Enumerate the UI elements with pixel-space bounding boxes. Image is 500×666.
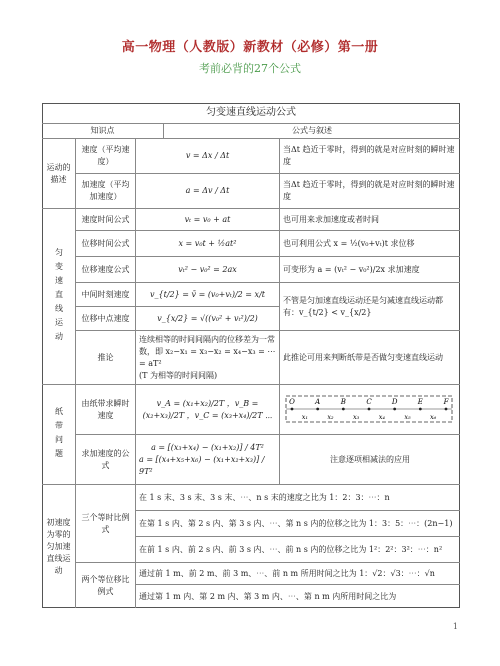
tape-segment-label: x₃ xyxy=(353,412,360,421)
tape-accel-note: 注意逐项相减法的应用 xyxy=(280,435,460,485)
tape-accel-label: 求加速度的公式 xyxy=(76,435,136,485)
uniform-row-label: 中间时刻速度 xyxy=(76,283,136,307)
tape-instant-formula: v_A = (x₁+x₂)/2T ，v_B = (x₂+x₃)/2T ，v_C = (x₃+x₄)/2T ⋯ xyxy=(136,385,280,435)
tape-point xyxy=(291,407,294,410)
uniform-row-formula: v_{x/2} = √((v₀² + vₜ²)/2) xyxy=(136,307,280,331)
velocity-note: 当Δt 趋近于零时，得到的就是对应时刻的瞬时速度 xyxy=(280,139,460,174)
category-zero-start: 初速度为零的匀加速直线运动 xyxy=(42,485,76,608)
inference-text xyxy=(136,331,280,385)
tape-point xyxy=(342,407,345,410)
tape-point xyxy=(445,407,448,410)
section-title: 匀变速直线运动公式 xyxy=(206,107,296,118)
uniform-row-formula: vₜ² − v₀² = 2ax xyxy=(136,257,280,283)
category-tape: 纸带问题 xyxy=(42,385,76,485)
uniform-row-formula: vₜ = v₀ + at xyxy=(136,209,280,231)
tape-point xyxy=(393,407,396,410)
equal-disp-row: 通过前 1 m、前 2 m、前 3 m、⋯、前 n m 所用时间之比为 1：√2：√3：⋯：√n xyxy=(136,563,460,585)
category-uniform-motion: 匀变速直线运动 xyxy=(42,209,76,385)
tape-point-label: A xyxy=(315,397,321,406)
tape-point-label: E xyxy=(417,397,423,406)
tape-instant-label: 由纸带求瞬时速度 xyxy=(76,385,136,435)
tape-point xyxy=(316,407,319,410)
tape-segment-label: x₂ xyxy=(327,412,334,421)
tape-segment-label: x₅ xyxy=(404,412,411,421)
equal-time-row: 在第 1 s 内、第 2 s 内、第 3 s 内、⋯、第 n s 内的位移之比为 1：3：5：⋯：(2n−1) xyxy=(136,511,460,537)
uniform-row-label: 位移时间公式 xyxy=(76,231,136,257)
uniform-row-label: 速度时间公式 xyxy=(76,209,136,231)
tape-accel-formula: a = [(x₃+x₄) − (x₁+x₂)] / 4T² xyxy=(151,442,264,452)
tape-point-label: B xyxy=(340,397,346,406)
tape-segment-label: x₆ xyxy=(430,412,437,421)
uniform-row-note: 也可利用公式 x = ½(v₀+vₜ)t 求位移 xyxy=(280,231,460,257)
inference-label: 推论 xyxy=(76,331,136,385)
inference-note: 此推论可用来判断纸带是否做匀变速直线运动 xyxy=(280,331,460,385)
acceleration-label: 加速度（平均加速度） xyxy=(76,174,136,209)
tape-segment-label: x₁ xyxy=(301,412,308,421)
equal-time-row: 在前 1 s 内、前 2 s 内、前 3 s 内、⋯、前 n s 内的位移之比为 1²：2²：3²：⋯：n² xyxy=(136,537,460,563)
velocity-label: 速度（平均速度） xyxy=(76,139,136,174)
tape-accel-formulas xyxy=(136,435,280,485)
uniform-row-formula: v_{t/2} = v̄ = (v₀+vₜ)/2 = x/t xyxy=(136,283,280,307)
equal-disp-row: 通过第 1 m 内、第 2 m 内、第 3 m 内、⋯、第 n m 内所用时间之比为 xyxy=(139,591,397,601)
inference-text-line: (T 为相等的时间间隔) xyxy=(139,370,218,380)
tape-point-label: D xyxy=(391,397,398,406)
uniform-row-label: 位移中点速度 xyxy=(76,307,136,331)
tape-point-label: C xyxy=(366,397,372,406)
category-motion-desc: 运动的描述 xyxy=(42,139,76,209)
uniform-row-label: 位移速度公式 xyxy=(76,257,136,283)
equal-time-row: 在 1 s 末、3 s 末、3 s 末、⋯、n s 末的速度之比为 1：2：3：⋯：n xyxy=(136,485,460,511)
ticker-tape-svg xyxy=(280,386,458,434)
tape-point xyxy=(368,407,371,410)
tape-point xyxy=(419,407,422,410)
uniform-row-formula: x = v₀t + ½at² xyxy=(136,231,280,257)
col-header-knowledge: 知识点 xyxy=(42,123,164,139)
tape-diagram xyxy=(280,385,460,435)
tape-point-label: F xyxy=(443,397,449,406)
uniform-row-note: 也可用来求加速度或者时间 xyxy=(280,209,460,231)
document-subtitle: 考前必背的27个公式 xyxy=(199,62,301,75)
equal-time-label: 三个等时比例式 xyxy=(76,485,136,563)
equal-disp-label: 两个等位移比例式 xyxy=(76,563,136,608)
velocity-formula: v = Δx / Δt xyxy=(136,139,280,174)
tape-segment-label: x₄ xyxy=(378,412,385,421)
inference-text-line: 连续相等的时间间隔内的位移差为一常数，即 x₂−x₁ = x₃−x₂ = x₄−x₃ = ⋯ = aT² xyxy=(139,334,276,368)
acceleration-note: 当Δt 趋近于零时，得到的就是对应时刻的瞬时速度 xyxy=(280,174,460,209)
uniform-row-note: 可变形为 a = (vₜ² − v₀²)/2x 求加速度 xyxy=(280,257,460,283)
page-number: 1 xyxy=(452,622,458,631)
document-title: 高一物理（人教版）新教材（必修）第一册 xyxy=(121,40,379,55)
uniform-row-note: 不管是匀加速直线运动还是匀减速直线运动都有：v_{t/2} < v_{x/2} xyxy=(280,283,460,331)
acceleration-formula: a = Δv / Δt xyxy=(136,174,280,209)
tape-accel-formula: a = [(x₄+x₅+x₆) − (x₁+x₂+x₃)] / 9T² xyxy=(139,454,265,476)
tape-point-label: O xyxy=(289,397,295,406)
col-header-formula: 公式与叙述 xyxy=(164,123,460,139)
